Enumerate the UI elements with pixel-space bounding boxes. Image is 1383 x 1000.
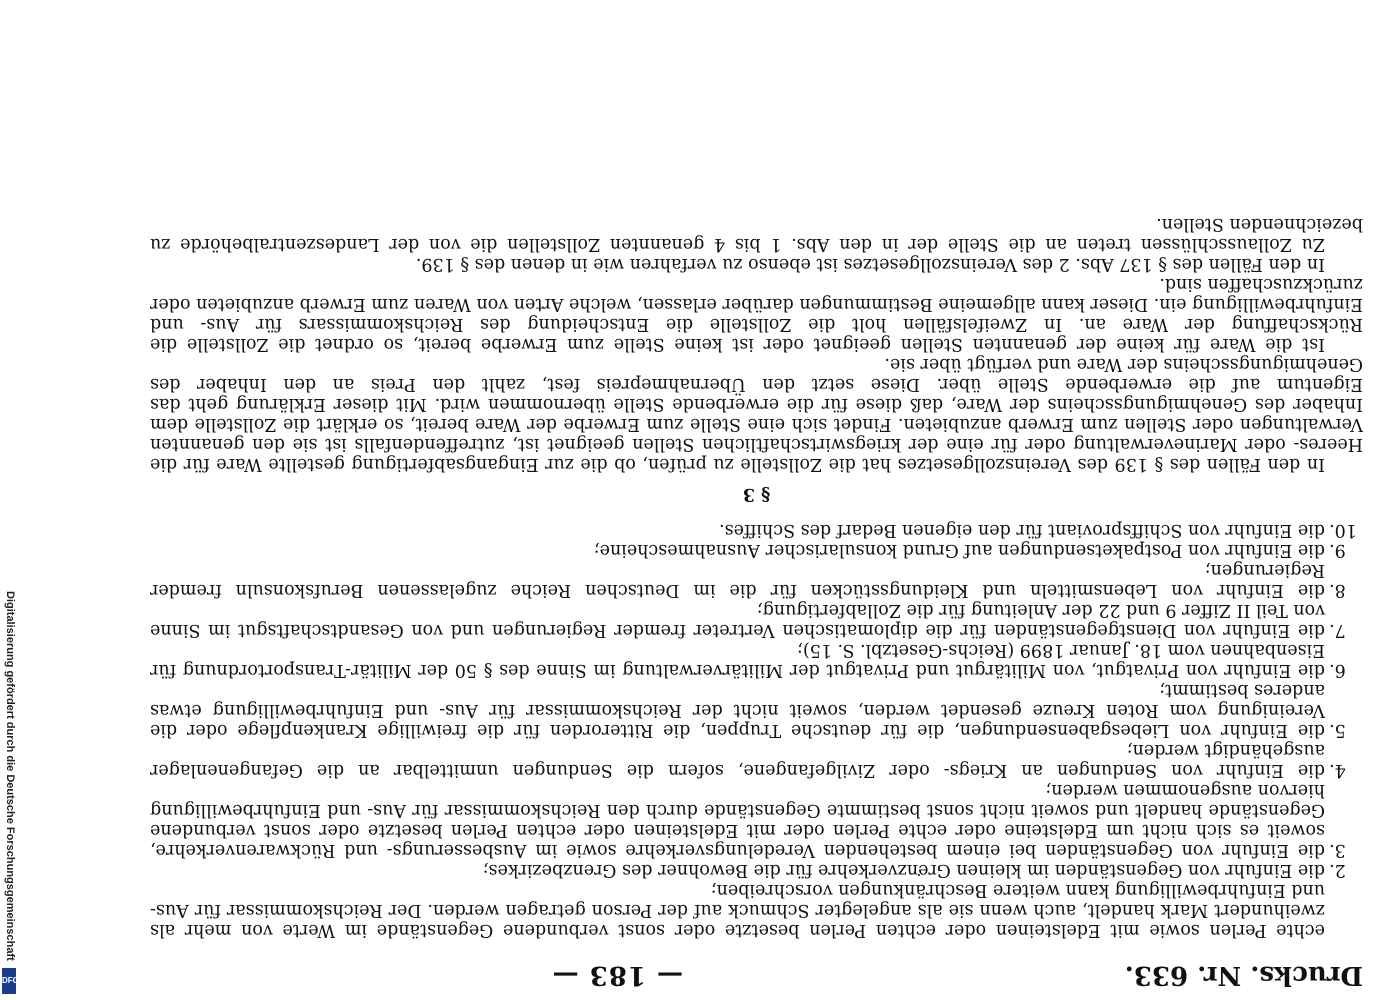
list-item-text: echte Perlen sowie mit Edelsteinen oder echten Perlen besetzte oder sonst verbundene Gegenstände im Werte von mehr als zweihundert Mark handelt, auch wenn sie als angelegter Schmuck auf der Person getragen werden. Der Reichskommissar für Aus- und Einfuhrbewilligung kann weitere Beschränkungen vorschreiben; (150, 880, 1325, 940)
list-item (150, 740, 1363, 780)
paragraph: Ist die Ware für keine der genannten Stellen geeignet oder ist keine Stelle zum Erwerbe bereit, so ordnet die Zollstelle die Rückschaffung der Ware an. In Zweifelsfällen holt die Zollstelle die Entscheidung des Reichskommissars für Aus- und Einfuhrbewilligung ein. Dieser kann allgemeine Bestimmungen darüber erlassen, welche Arten von Waren zum Erwerb anzubieten oder zurückzuschaffen sind. (150, 274, 1363, 354)
paragraph: In den Fällen des § 139 des Vereinszollgesetzes hat die Zollstelle zu prüfen, ob die zur Eingangsabfertigung gestellte Ware für die Heeres- oder Marineverwaltung oder für eine der kriegswirtschaftlichen Stellen geeignet ist, zutreffendenfalls ist sie den genannten Verwaltungen oder Stellen zum Erwerb anzubieten. Findet sich eine Stelle zum Erwerbe der Ware bereit, so erklärt die Zollstelle dem Inhaber des Genehmigungsscheins der Ware, daß diese für die erwerbende Stelle übernommen wird. Mit dieser Erklärung geht das Eigentum auf die erwerbende Stelle über. Diese setzt den Übernahmepreis fest, zahlt den Preis an den Inhaber des Genehmigungsscheins der Ware und verfügt über sie. (150, 354, 1363, 474)
list-item-number: 7. (1329, 620, 1346, 640)
list-item-text: die Einfuhr von Sendungen an Kriegs- oder Zivilgefangene, sofern die Sendungen unmittelbar an die Gefangenenlager ausgehändigt werden; (150, 740, 1325, 780)
list-item-text: die Einfuhr von Liebesgabensendungen, die für deutsche Truppen, die Ritterorden für die freiwillige Krankenpflege oder die Vereinigung vom Roten Kreuze gesendet werden, soweit nicht der Reichskommissar für Aus- und Einfuhrbewilligung etwas anderes bestimmt; (150, 680, 1325, 740)
list-item-text: die Einfuhr von Privatgut, von Militärgut und Privatgut der Militärverwaltung im Sinne des § 50 der Militär-Transportordnung für Eisenbahnen vom 18. Januar 1899 (Reichs-Gesetzbl. S. 15); (150, 640, 1325, 680)
list-item-text: die Einfuhr von Lebensmitteln und Kleidungsstücken für die im Deutschen Reiche zugelassenen Berufskonsuln fremder Regierungen; (150, 560, 1325, 600)
list-item-number: 9. (1329, 540, 1346, 560)
list-item-text: die Einfuhr von Dienstgegenständen für die diplomatischen Vertreter fremder Regierungen und von Gesandtschaftsgut im Sinne von Teil II Ziffer 9 und 22 der Anleitung für die Zollabfertigung; (150, 600, 1325, 640)
list-item (150, 560, 1363, 600)
scanned-page (130, 0, 1383, 1000)
list-item (150, 600, 1363, 640)
page-header (270, 954, 1363, 990)
list-item-number: 10. (1329, 520, 1357, 540)
list-item-text: die Einfuhr von Gegenständen im kleinen Grenzverkehre für die Bewohner des Grenzbezirkes; (482, 860, 1325, 880)
page-body (150, 20, 1363, 940)
list-item (150, 860, 1363, 880)
list-item-text: die Einfuhr von Postpaketsendungen auf Grund konsularischer Ausnahmescheine; (593, 540, 1325, 560)
list-item-text: die Einfuhr von Gegenständen bei einem bestehenden Veredelungsverkehre sowie im Ausbesserungs- und Rückwarenverkehre, soweit es sich nicht um Edelsteine oder echte Perlen oder mit Edelsteinen oder echten Perlen besetzte oder sonst verbundene Gegenstände handelt und soweit nicht sonst bestimmte Gegenstände durch den Reichskommissar für Aus- und Einfuhrbewilligung hiervon ausgenommen werden; (150, 780, 1325, 860)
list-item (150, 520, 1363, 540)
paragraph: In den Fällen des § 137 Abs. 2 des Vereinszollgesetzes ist ebenso zu verfahren wie in denen des § 139. (415, 254, 1325, 274)
list-item (150, 680, 1363, 740)
list-item-text: die Einfuhr von Schiffsproviant für den eigenen Bedarf des Schiffes. (719, 520, 1325, 540)
document-reference: Drucks. Nr. 633. (1124, 960, 1363, 990)
digitization-credit (0, 591, 20, 1000)
section-heading: § 3 (742, 484, 771, 504)
list-item-number: 6. (1329, 660, 1346, 680)
list-item (150, 780, 1363, 860)
paragraph: Zu Zollausschlüssen treten an die Stelle der in den Abs. 1 bis 4 genannten Zollstellen die von der Landeszentralbehörde zu bezeichnenden Stellen. (150, 214, 1363, 254)
list-item (150, 540, 1363, 560)
page-number: — 183 — (551, 960, 683, 990)
list-item (150, 880, 1363, 940)
list-item-number: 8. (1329, 580, 1346, 600)
dfg-logo: DFG (2, 968, 16, 994)
list-item-number: 5. (1329, 720, 1346, 740)
list-item-number: 3. (1329, 840, 1346, 860)
list-item-number: 2. (1329, 860, 1346, 880)
digitization-credit-text: Digitalisierung gefördert durch die Deutsche Forschungsgemeinschaft (4, 591, 16, 961)
list-item-number: 4. (1329, 760, 1346, 780)
list-item (150, 640, 1363, 680)
